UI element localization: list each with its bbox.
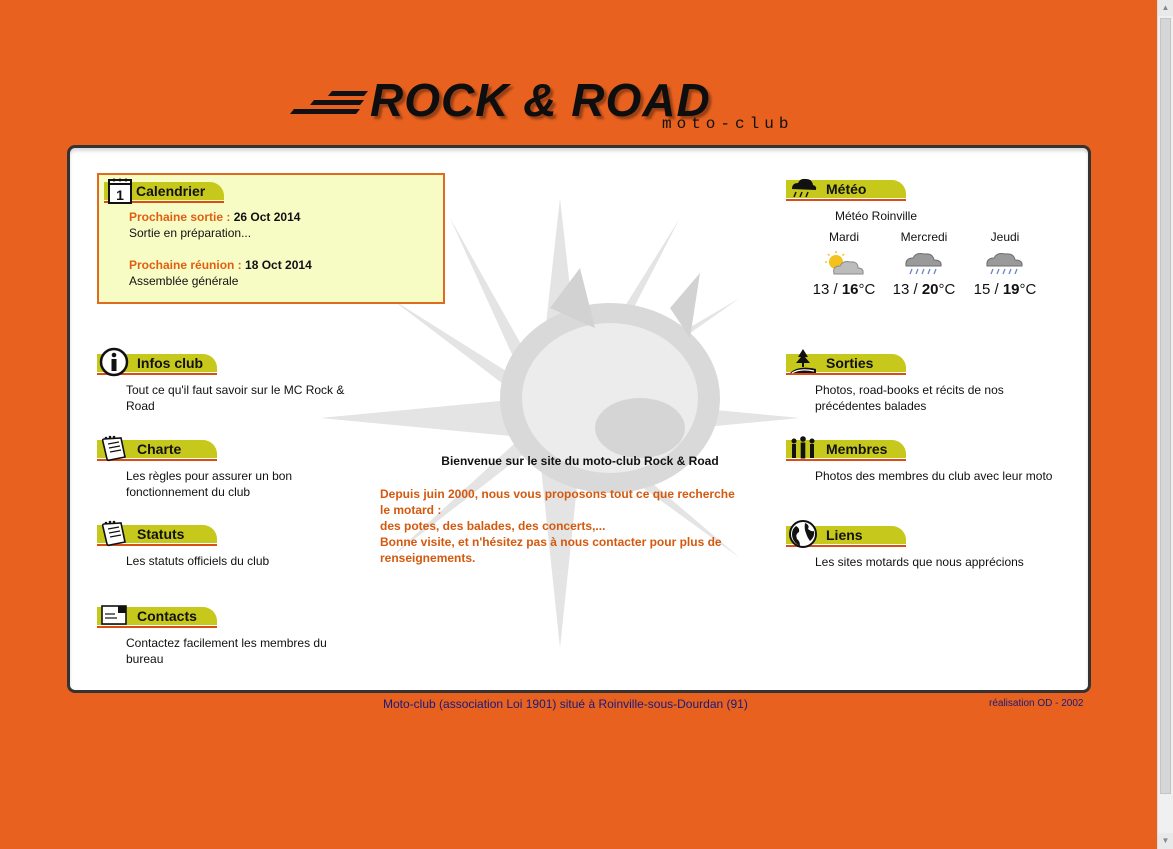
temp-min: 13 bbox=[892, 281, 910, 298]
sorties-desc: Photos, road-books et récits de nos précédentes balades bbox=[815, 383, 1004, 413]
calendar-title: Calendrier bbox=[136, 183, 206, 199]
temp-max: 20 bbox=[921, 281, 939, 298]
infos-club-desc: Tout ce qu'il faut savoir sur le MC Rock & Road bbox=[126, 383, 345, 413]
meteo-temperature: 13 / 16°C bbox=[812, 281, 876, 298]
partly-cloudy-icon bbox=[822, 250, 866, 278]
footer-text: Moto-club (association Loi 1901) situé à Roinville-sous-Dourdan (91) bbox=[383, 697, 748, 711]
intro-text bbox=[380, 486, 770, 566]
tab-infos-club[interactable] bbox=[97, 351, 217, 373]
tab-sorties-label: Sorties bbox=[826, 355, 874, 371]
info-icon bbox=[99, 347, 129, 377]
intro-line: Bonne visite, et n'hésitez pas à nous contacter pour plus de bbox=[380, 535, 722, 549]
calendar-icon bbox=[106, 175, 136, 205]
liens-desc: Les sites motards que nous apprécions bbox=[815, 555, 1024, 569]
intro-line: des potes, des balades, des concerts,... bbox=[380, 519, 606, 533]
charte-desc: Les règles pour assurer un bon fonctionnement du club bbox=[126, 469, 293, 499]
logo-subtitle: moto-club bbox=[662, 115, 794, 133]
address-card-icon bbox=[99, 600, 129, 630]
next-meeting bbox=[129, 258, 312, 272]
tab-contacts-label: Contacts bbox=[137, 608, 197, 624]
scrollbar-thumb[interactable] bbox=[1160, 18, 1171, 794]
tab-membres-label: Membres bbox=[826, 441, 888, 457]
credit-link[interactable]: réalisation OD - 2002 bbox=[989, 698, 1084, 709]
vertical-scrollbar[interactable] bbox=[1157, 0, 1173, 849]
scroll-icon bbox=[99, 433, 129, 463]
membres-desc: Photos des membres du club avec leur moto bbox=[815, 469, 1053, 483]
tab-infos-club-label: Infos club bbox=[137, 355, 204, 371]
people-icon bbox=[788, 433, 818, 463]
intro-line: renseignements. bbox=[380, 551, 476, 565]
rain-icon bbox=[983, 250, 1027, 278]
tab-liens-label: Liens bbox=[826, 527, 863, 543]
globe-icon bbox=[788, 519, 818, 549]
next-ride bbox=[129, 210, 300, 224]
speed-stripes-icon bbox=[290, 89, 370, 119]
weather-cloud-icon bbox=[788, 173, 818, 203]
meteo-location: Météo Roinville bbox=[834, 209, 918, 223]
meteo-day-name: Jeudi bbox=[990, 230, 1020, 244]
tab-statuts[interactable] bbox=[97, 522, 217, 544]
svg-text:1: 1 bbox=[116, 187, 124, 203]
tab-charte-label: Charte bbox=[137, 441, 182, 457]
site-logo bbox=[290, 75, 870, 137]
meteo-temperature: 13 / 20°C bbox=[892, 281, 956, 298]
next-ride-label: Prochaine sortie : bbox=[129, 210, 231, 224]
tab-meteo[interactable] bbox=[786, 177, 906, 199]
meteo-day-name: Mercredi bbox=[900, 230, 948, 244]
next-meeting-note: Assemblée générale bbox=[129, 274, 239, 288]
temp-unit: °C bbox=[858, 281, 876, 298]
next-ride-date: 26 Oct 2014 bbox=[233, 210, 301, 224]
logo-title: ROCK & ROAD bbox=[370, 74, 711, 126]
temp-max: 16 bbox=[841, 281, 859, 298]
tab-charte[interactable] bbox=[97, 437, 217, 459]
contacts-desc: Contactez facilement les membres du bureau bbox=[126, 636, 327, 666]
intro-line: Depuis juin 2000, nous vous proposons tout ce que recherche bbox=[380, 487, 735, 501]
temp-unit: °C bbox=[1019, 281, 1037, 298]
statuts-desc: Les statuts officiels du club bbox=[126, 554, 270, 568]
rain-icon bbox=[902, 250, 946, 278]
tab-sorties[interactable] bbox=[786, 351, 906, 373]
meteo-day-name: Mardi bbox=[828, 230, 859, 244]
calendar-tab[interactable] bbox=[104, 179, 224, 201]
tab-membres[interactable] bbox=[786, 437, 906, 459]
calendar-box bbox=[97, 173, 445, 304]
next-ride-note: Sortie en préparation... bbox=[129, 226, 252, 240]
temp-unit: °C bbox=[938, 281, 956, 298]
meteo-temperature: 15 / 19°C bbox=[973, 281, 1037, 298]
next-meeting-label: Prochaine réunion : bbox=[129, 258, 242, 272]
scroll-down-icon[interactable]: ▼ bbox=[1158, 833, 1173, 849]
welcome-heading: Bienvenue sur le site du moto-club Rock & Road bbox=[441, 454, 719, 468]
main-panel bbox=[67, 145, 1091, 693]
tab-statuts-label: Statuts bbox=[137, 526, 185, 542]
temp-max: 19 bbox=[1002, 281, 1020, 298]
tab-liens[interactable] bbox=[786, 523, 906, 545]
scroll-up-icon[interactable]: ▲ bbox=[1158, 0, 1173, 16]
scroll-icon bbox=[99, 518, 129, 548]
next-meeting-date: 18 Oct 2014 bbox=[245, 258, 312, 272]
tab-contacts[interactable] bbox=[97, 604, 217, 626]
temp-min: 13 bbox=[812, 281, 830, 298]
tab-meteo-label: Météo bbox=[826, 181, 867, 197]
road-icon bbox=[788, 347, 818, 377]
intro-line: le motard : bbox=[380, 503, 442, 517]
temp-min: 15 bbox=[973, 281, 991, 298]
